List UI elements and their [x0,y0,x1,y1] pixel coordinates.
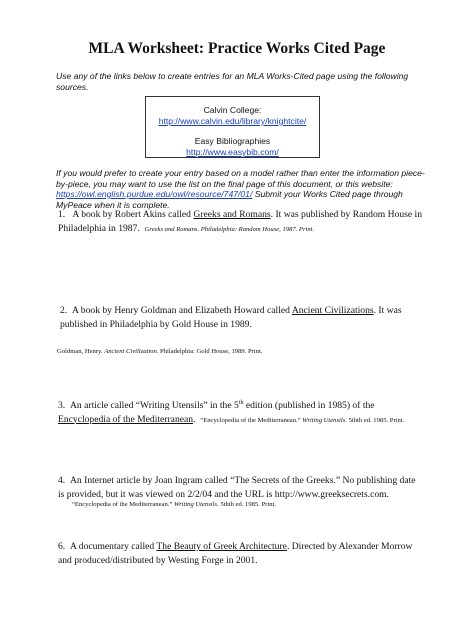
cite-edition: . 5thth ed. 1985. Print. [217,501,276,508]
citation-entry-2 [57,348,262,355]
item-text-after: . [193,413,196,425]
model-text-before: If you would prefer to create your entry based on a model rather than enter the information piece-by-piece, you may want to use the list on the final page of this document, or this website: [56,168,425,189]
superscript: th [238,399,244,406]
list-item-3 [58,399,423,427]
item-text-after: . It was published by Random House in Philadelphia in 1987. [58,209,423,234]
easybib-label: Easy Bibliographies [194,136,271,146]
citation-entry: Greeks and Romans. Philadelphia: Random House, 1987. Print. [144,225,315,233]
item-text: A book by Henry Goldman and Elizabeth Howard called [72,305,292,316]
calvin-link[interactable]: http://www.calvin.edu/library/knightcite/ [158,116,307,126]
item-title: Ancient Civilizations [291,305,374,316]
list-item-1 [58,208,423,236]
item-number: 6. [58,541,66,552]
item-text: An Internet article by Joan Ingram called “The Secrets of the Greeks.” No publishing date is provided, but it was viewed on 2/2/04 and the URL is http://www.greeksecrets.com. [58,475,416,500]
item-number: 1. [58,209,66,220]
item-text-after: . Directed by Alexander Morrow and produced/distributed by Westing Forge in 2001. [58,541,413,566]
cite-title: Writing Utensils [173,501,218,508]
cite-title: Writing Utensils [302,416,346,424]
owl-link[interactable]: https://owl.english.purdue.edu/owl/resource/747/01/ [56,189,253,199]
easybib-link[interactable]: http://www.easybib.com/ [186,147,279,157]
item-title: Greeks and Romans [193,209,271,220]
page-title: MLA Worksheet: Practice Works Cited Page [88,40,386,57]
list-item-4 [58,474,423,501]
cite-author: Goldman, Henry. [57,348,105,355]
cite-publisher: . Philadelphia: Gold House, 1989. Print. [156,348,263,355]
item-text: A book by Robert Akins called [72,209,194,220]
citation-entry-4 [72,501,276,508]
item-text-after: . It was published in Philadelphia by Gold House in 1989. [60,305,402,330]
cite-title: Ancient Civilization [104,348,157,355]
cite-source: “Encyclopedia of the Mediterranean.” [72,501,174,508]
item-number: 3. [58,400,66,411]
item-number: 2. [60,305,68,316]
model-instructions [56,168,426,210]
intro-text: Use any of the links below to create entries for an MLA Works-Cited page using the following sources. [56,71,409,92]
item-text-mid: edition (published in 1985) of the [243,400,375,411]
item-text: A documentary called [70,541,157,552]
item-text: An article called “Writing Utensils” in the 5 [70,400,239,411]
citation-entry-3 [200,417,404,424]
cite-edition: . 5thth ed. 1985. Print. [345,416,405,424]
item-number: 4. [58,475,66,486]
list-item-6 [58,540,423,567]
sources-box [145,96,320,158]
item-title: Encyclopedia of the Mediterranean [58,413,194,425]
item-title: The Beauty of Greek Architecture [156,541,287,552]
list-item-2 [60,304,425,331]
model-text-after: Submit your Works Cited page through MyPeace when it is complete. [56,189,403,210]
cite-source: “Encyclopedia of the Mediterranean.” [200,416,303,424]
calvin-label: Calvin College: [203,105,262,115]
